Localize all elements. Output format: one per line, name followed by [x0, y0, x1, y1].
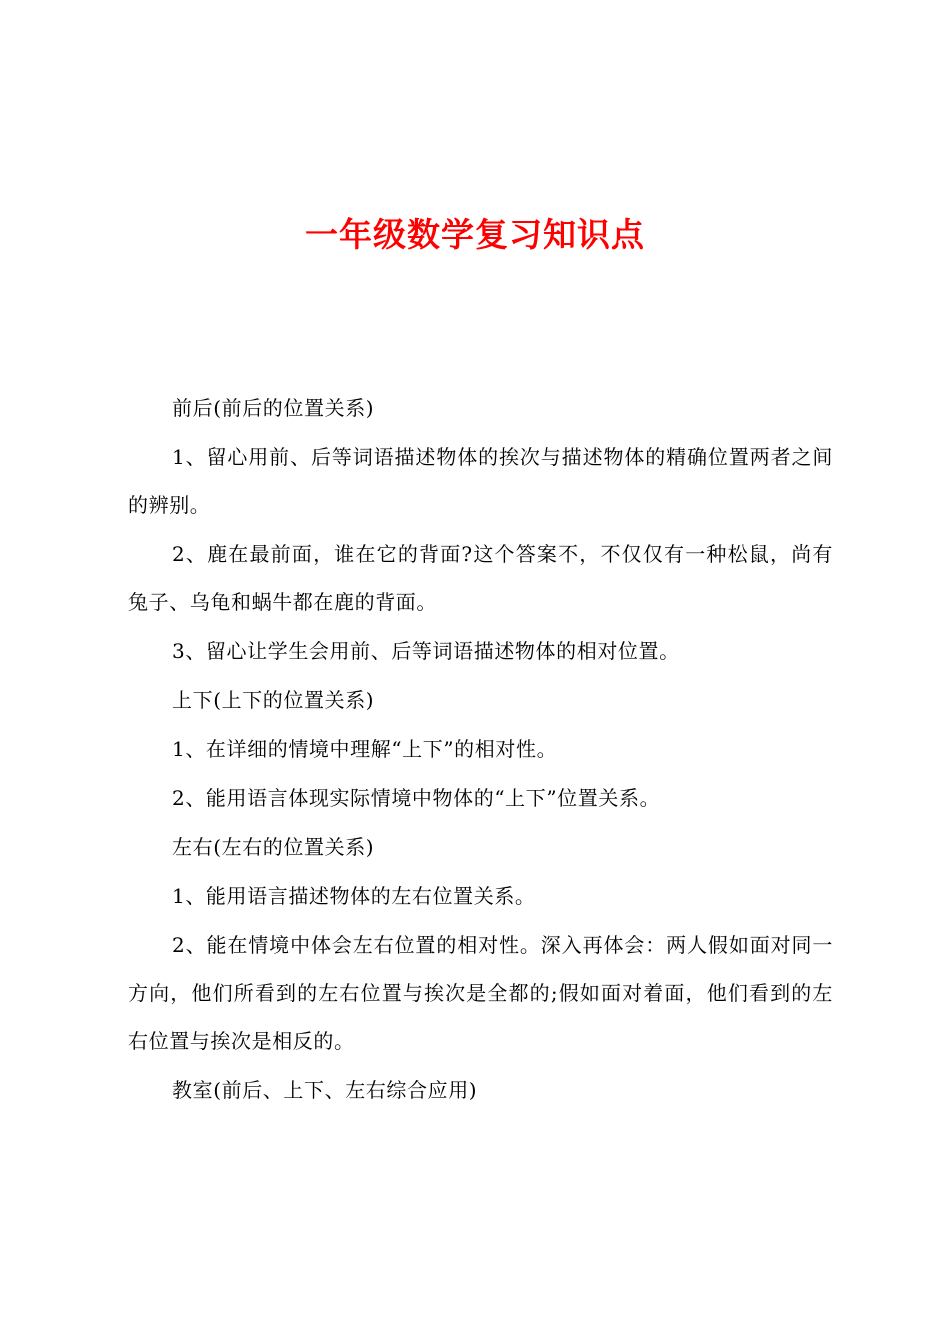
- document-body: [128, 390, 833, 1121]
- section-heading-left-right: 左右(左右的位置关系): [172, 835, 375, 859]
- paragraph: 1、在详细的情境中理解“上下”的相对性。: [172, 737, 558, 761]
- section-heading-classroom: 教室(前后、上下、左右综合应用): [172, 1078, 478, 1102]
- paragraph: 2、能在情境中体会左右位置的相对性。深入再体会：两人假如面对同一方向，他们所看到的左右位置与挨次是全都的;假如面对着面，他们看到的左右位置与挨次是相反的。: [128, 933, 833, 1053]
- document-title: 一年级数学复习知识点: [305, 215, 645, 254]
- paragraph: 3、留心让学生会用前、后等词语描述物体的相对位置。: [172, 639, 680, 663]
- paragraph: 1、留心用前、后等词语描述物体的挨次与描述物体的精确位置两者之间的辨别。: [128, 445, 833, 517]
- section-heading-front-back: 前后(前后的位置关系): [172, 396, 375, 420]
- section-heading-up-down: 上下(上下的位置关系): [172, 688, 375, 712]
- paragraph: 2、鹿在最前面，谁在它的背面?这个答案不，不仅仅有一种松鼠，尚有兔子、乌龟和蜗牛都在鹿的背面。: [128, 542, 833, 614]
- paragraph: 1、能用语言描述物体的左右位置关系。: [172, 884, 536, 908]
- paragraph: 2、能用语言体现实际情境中物体的“上下”位置关系。: [172, 786, 661, 810]
